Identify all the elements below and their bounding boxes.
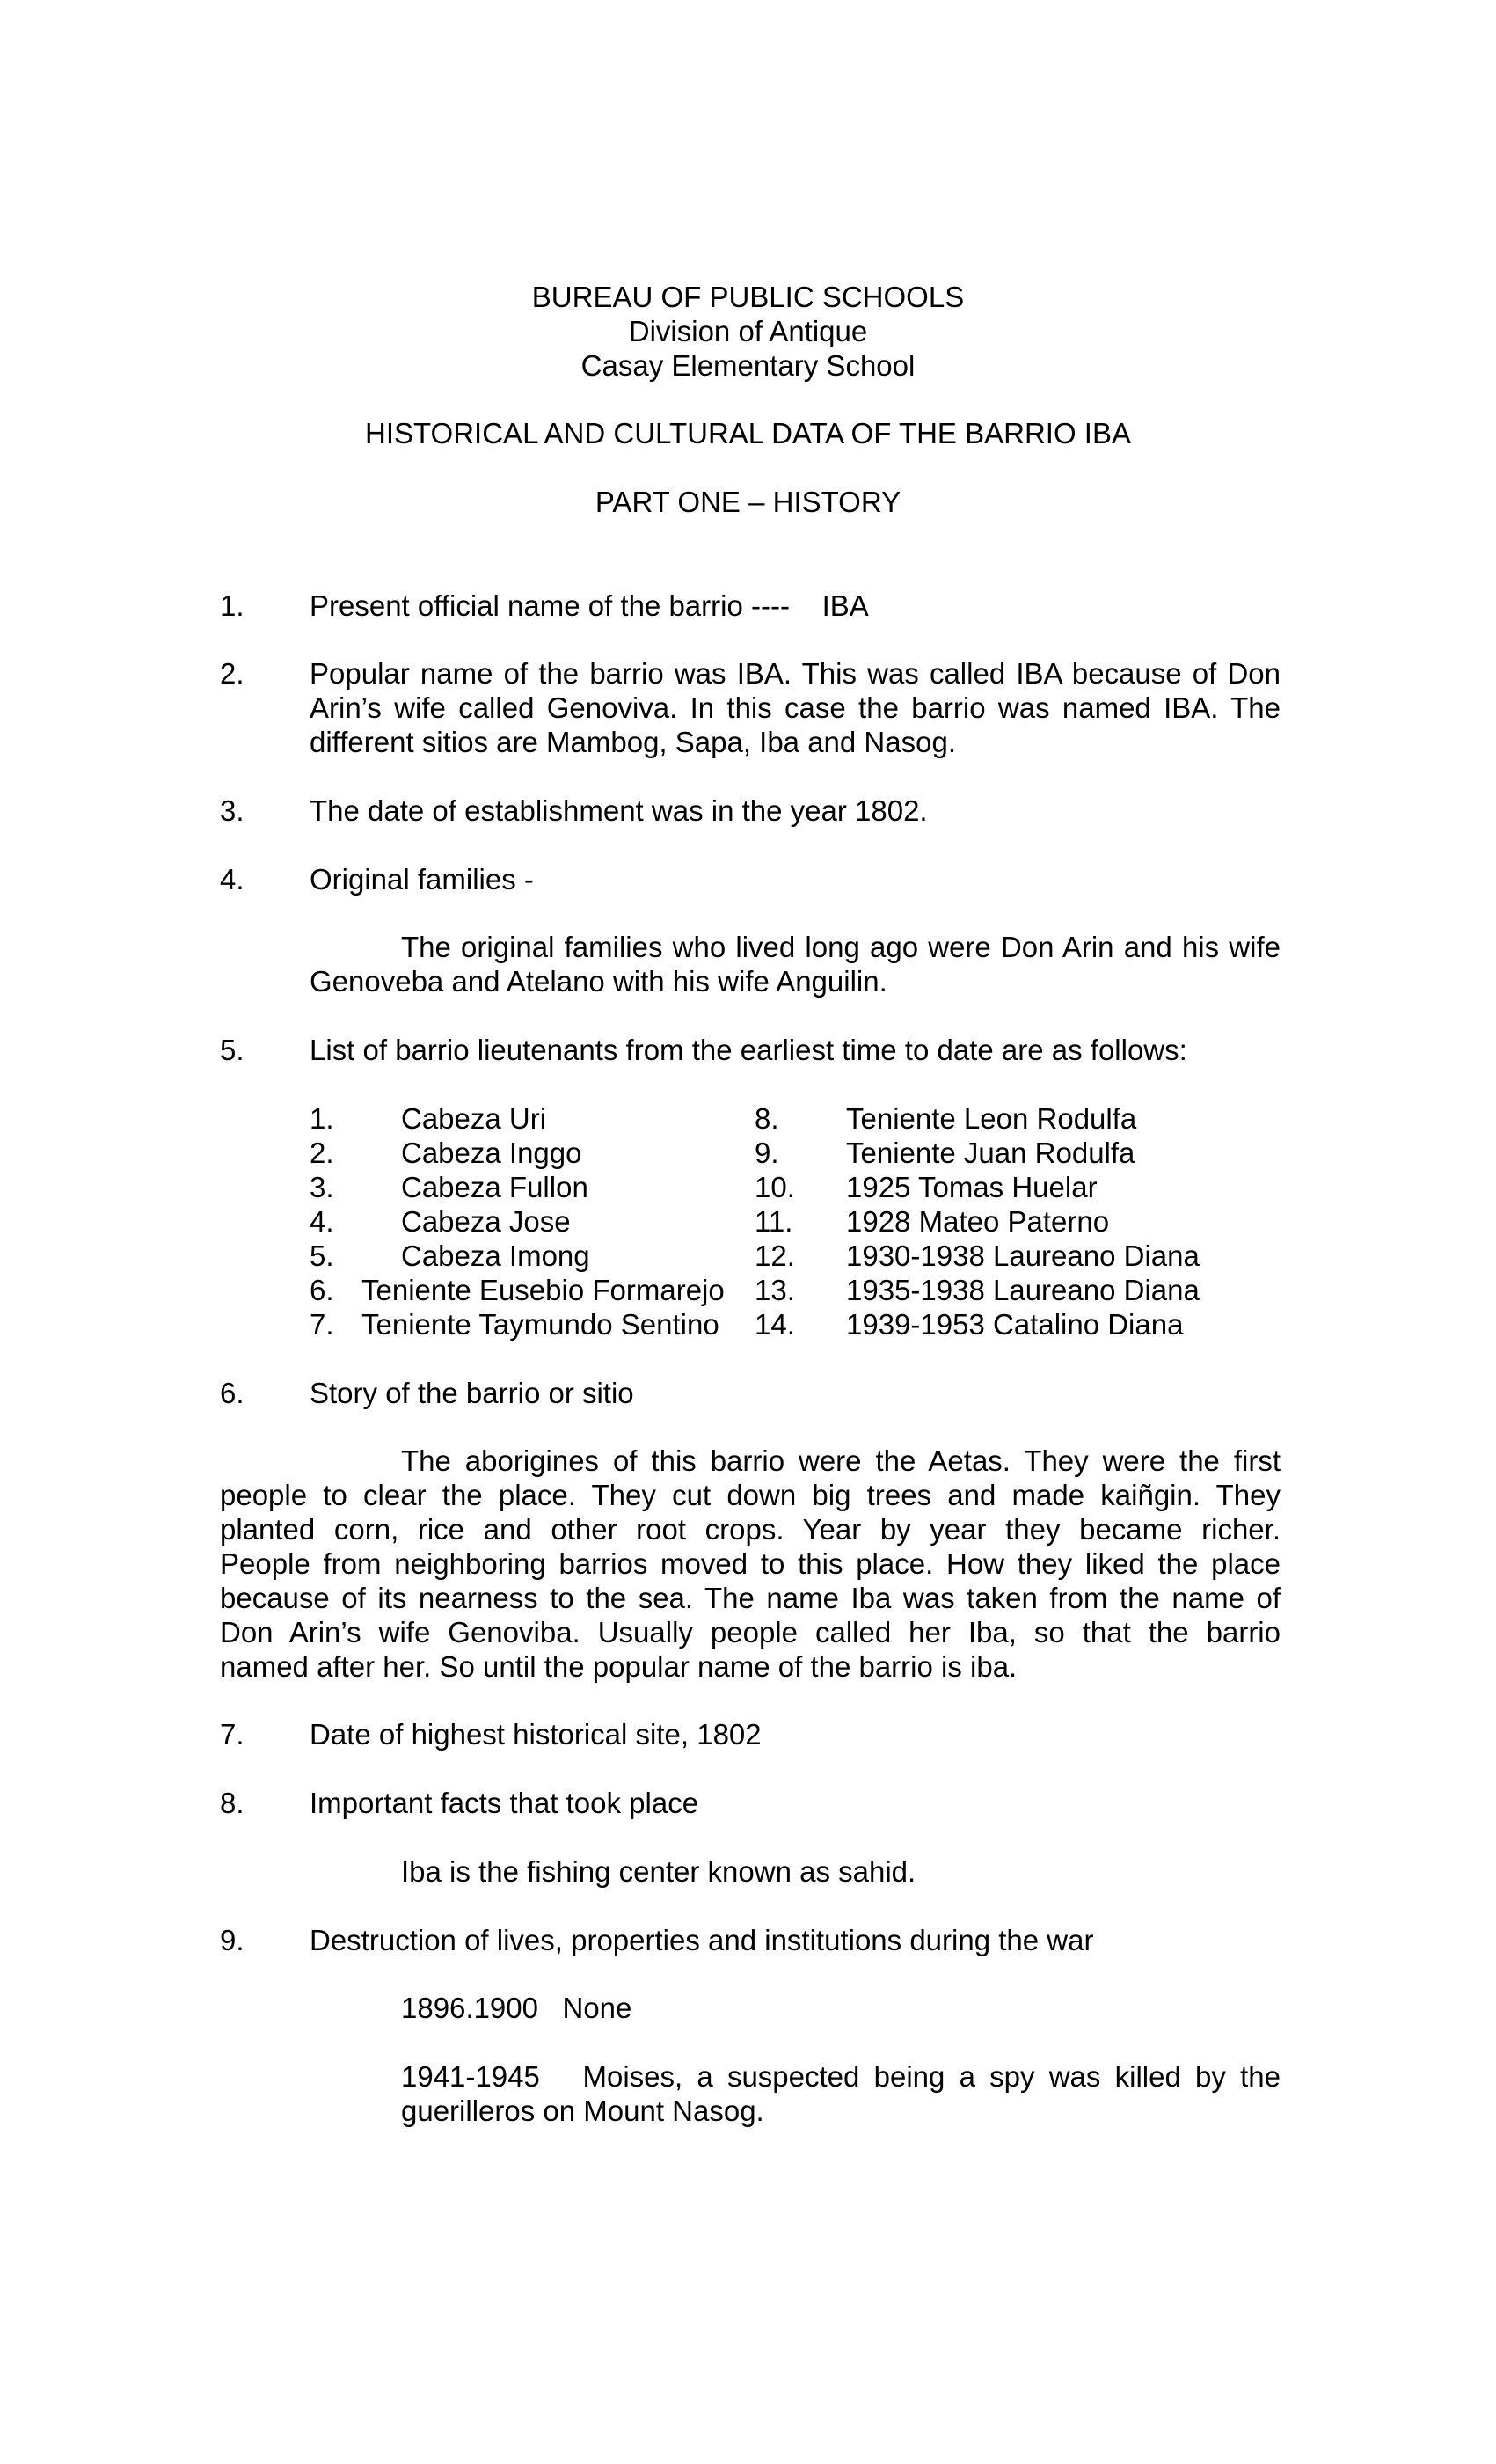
division-heading: Division of Antique: [628, 315, 868, 347]
list-item: 1939-1953 Catalino Diana: [846, 1308, 1184, 1341]
list-number: 8.: [755, 1102, 779, 1135]
item-line: Arin’s wife called Genoviva. In this case the barrio was named IBA. The: [310, 691, 1281, 724]
item-number: 1.: [220, 589, 244, 622]
paragraph-line: Don Arin’s wife Genoviba. Usually people called her Iba, so that the barrio: [220, 1616, 1281, 1649]
item-number: 8.: [220, 1787, 244, 1819]
list-item: Teniente Taymundo Sentino: [361, 1308, 719, 1341]
list-item: Cabeza Imong: [401, 1239, 590, 1272]
item-number: 4.: [220, 863, 244, 896]
paragraph-line: The original families who lived long ago were Don Arin and his wife: [401, 931, 1281, 963]
list-number: 6.: [310, 1274, 334, 1306]
list-number: 2.: [310, 1137, 334, 1169]
list-item: 1930-1938 Laureano Diana: [846, 1239, 1200, 1272]
list-number: 12.: [755, 1239, 795, 1272]
school-heading: Casay Elementary School: [580, 349, 916, 382]
item-number: 7.: [220, 1718, 244, 1751]
paragraph-line: The aborigines of this barrio were the Aetas. They were the first: [401, 1444, 1281, 1477]
paragraph-line: because of its nearness to the sea. The name Iba was taken from the name of: [220, 1582, 1281, 1614]
list-item: Teniente Eusebio Formarejo: [361, 1274, 725, 1306]
item-text: The date of establishment was in the year 1802.: [310, 794, 928, 827]
war-entry-1941: [401, 2059, 1281, 2128]
original-families-paragraph: [310, 930, 1281, 998]
paragraph-line: Genoveba and Atelano with his wife Anguilin.: [310, 965, 887, 998]
item-number: 2.: [220, 657, 244, 690]
item-text: Important facts that took place: [310, 1787, 699, 1819]
list-item: Teniente Juan Rodulfa: [846, 1137, 1135, 1169]
list-item: 1928 Mateo Paterno: [846, 1205, 1110, 1238]
list-item: 1935-1938 Laureano Diana: [846, 1274, 1200, 1306]
list-item: Cabeza Jose: [401, 1205, 571, 1238]
document-title: HISTORICAL AND CULTURAL DATA OF THE BARRIO IBA: [364, 417, 1131, 450]
item-text: Date of highest historical site, 1802: [310, 1718, 762, 1751]
item-line: different sitios are Mambog, Sapa, Iba and Nasog.: [310, 726, 956, 758]
item-text: Destruction of lives, properties and institutions during the war: [310, 1924, 1094, 1956]
item-text: Original families -: [310, 863, 534, 896]
entry-line: 1941-1945 Moises, a suspected being a spy was killed by the: [401, 2060, 1281, 2093]
paragraph-line: people to clear the place. They cut down big trees and made kaiñgin. They: [220, 1479, 1281, 1511]
story-paragraph: [220, 1444, 1281, 1684]
list-item: Teniente Leon Rodulfa: [846, 1102, 1137, 1135]
entry-line: guerilleros on Mount Nasog.: [401, 2095, 764, 2127]
list-item: 1925 Tomas Huelar: [846, 1171, 1098, 1203]
paragraph-line: People from neighboring barrios moved to this place. How they liked the place: [220, 1547, 1281, 1580]
item-text: List of barrio lieutenants from the earliest time to date are as follows:: [310, 1034, 1187, 1066]
war-entry-1896: 1896.1900 None: [401, 1992, 632, 2024]
list-number: 10.: [755, 1171, 795, 1203]
list-number: 3.: [310, 1171, 334, 1203]
item-number: 3.: [220, 794, 244, 827]
item-subtext: Iba is the fishing center known as sahid.: [401, 1855, 916, 1888]
list-number: 4.: [310, 1205, 334, 1238]
list-number: 14.: [755, 1308, 795, 1341]
list-number: 9.: [755, 1137, 779, 1169]
list-number: 13.: [755, 1274, 795, 1306]
part-heading: PART ONE – HISTORY: [595, 486, 901, 518]
list-number: 1.: [310, 1102, 334, 1135]
list-number: 7.: [310, 1308, 334, 1341]
item-line: Popular name of the barrio was IBA. This was called IBA because of Don: [310, 657, 1281, 690]
list-number: 5.: [310, 1239, 334, 1272]
list-number: 11.: [755, 1205, 793, 1238]
item-number: 5.: [220, 1034, 244, 1066]
item-text: Present official name of the barrio ---- IBA: [310, 589, 869, 622]
item-number: 9.: [220, 1924, 244, 1956]
paragraph-line: named after her. So until the popular name of the barrio is iba.: [220, 1650, 1018, 1683]
item-text: Story of the barrio or sitio: [310, 1377, 634, 1409]
bureau-heading: BUREAU OF PUBLIC SCHOOLS: [531, 281, 965, 313]
list-item: Cabeza Uri: [401, 1102, 547, 1135]
list-item: Cabeza Inggo: [401, 1137, 582, 1169]
paragraph-line: planted corn, rice and other root crops. Year by year they became richer.: [220, 1513, 1281, 1546]
item-text: [310, 656, 1281, 759]
item-number: 6.: [220, 1377, 244, 1409]
list-item: Cabeza Fullon: [401, 1171, 588, 1203]
